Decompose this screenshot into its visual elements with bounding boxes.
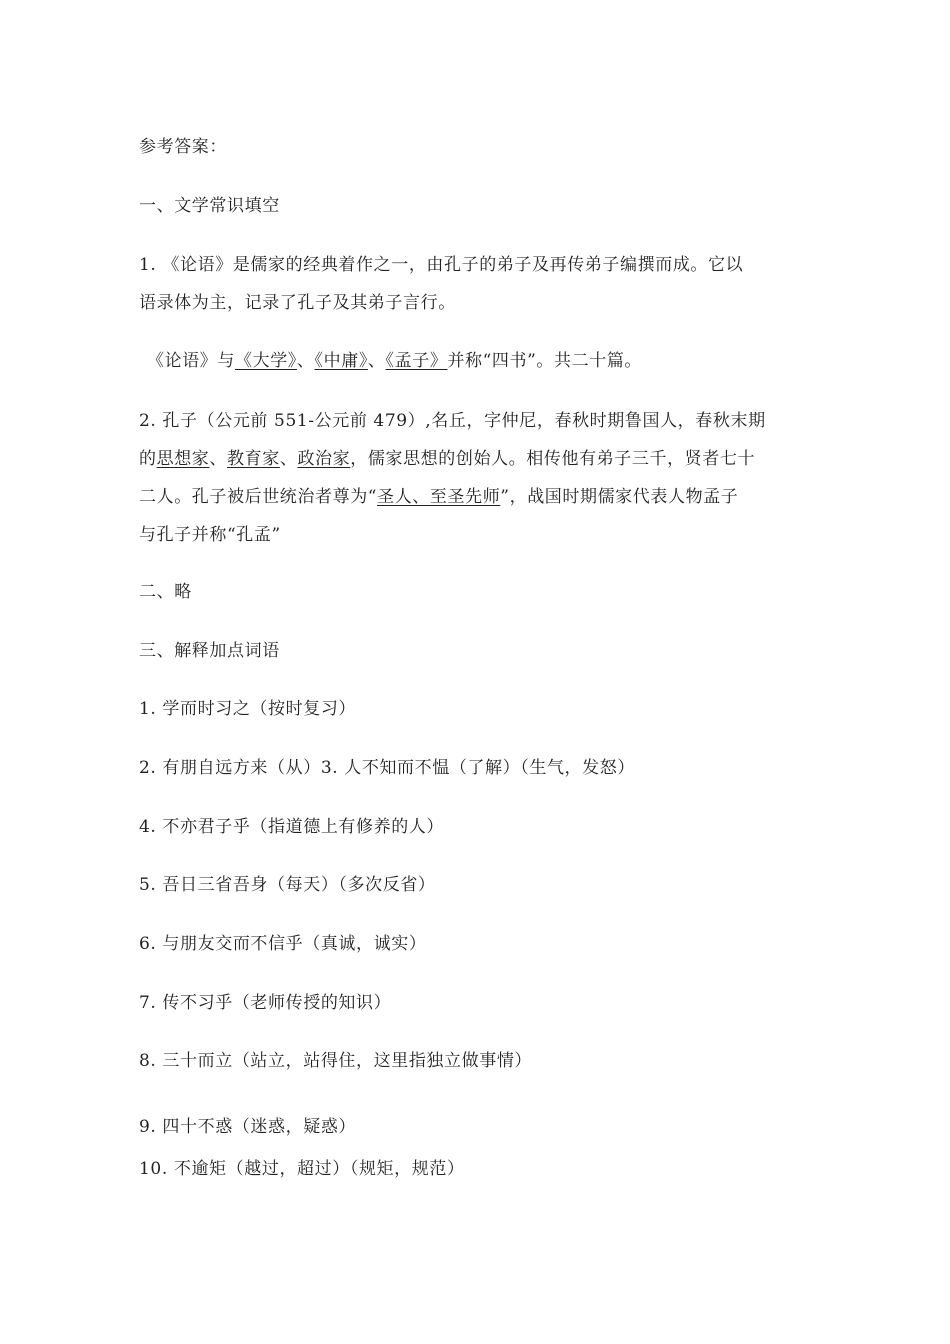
item-2-line-2 [139, 448, 755, 470]
explanation-item: 1. 学而时习之（按时复习） [139, 699, 357, 719]
role-politician: 政治家 [297, 449, 351, 469]
explanation-item: 9. 四十不惑（迷惑，疑惑） [139, 1117, 357, 1137]
item-1-line-1: 1. 《论语》是儒家的经典着作之一，由孔子的弟子及再传弟子编撰而成。它以 [139, 255, 744, 275]
text-fragment: ”，战国时期儒家代表人物孟子 [500, 487, 739, 507]
explanation-item: 7. 传不习乎（老师传授的知识） [139, 993, 392, 1013]
item-2-line-3 [139, 486, 738, 508]
separator: 、 [209, 449, 228, 469]
explanation-item: 10. 不逾矩（越过，超过）（规矩，规范） [139, 1159, 465, 1179]
role-thinker: 思想家 [156, 449, 210, 469]
text-fragment: 的 [139, 449, 157, 469]
text-fragment: 二人。孔子被后世统治者尊为“ [139, 487, 378, 507]
explanation-item: 8. 三十而立（站立，站得住，这里指独立做事情） [139, 1051, 533, 1071]
explanation-item: 4. 不亦君子乎（指道德上有修养的人） [139, 817, 445, 837]
separator: 、 [296, 351, 315, 371]
text-fragment: ，儒家思想的创始人。相传他有弟子三千，贤者七十 [350, 449, 756, 469]
explanation-item: 2. 有朋自远方来（从）3. 人不知而不愠（了解）（生气，发怒） [139, 758, 635, 778]
book-zhongyong: 《中庸》 [314, 351, 368, 371]
honorific-title: 圣人、至圣先师 [377, 487, 501, 507]
section-1-title: 一、文学常识填空 [139, 196, 280, 216]
section-3-title: 三、解释加点词语 [139, 641, 280, 661]
item-2-line-1: 2. 孔子（公元前 551-公元前 479）,名丘，字仲尼，春秋时期鲁国人，春秋末期 [139, 411, 766, 431]
explanation-item: 6. 与朋友交而不信乎（真诚，诚实） [139, 934, 427, 954]
role-educator: 教育家 [227, 449, 280, 469]
item-1-line-2: 语录体为主，记录了孔子及其弟子言行。 [139, 293, 456, 313]
separator: 、 [367, 351, 386, 371]
explanation-item: 5. 吾日三省吾身（每天）（多次反省） [139, 875, 436, 895]
separator: 、 [279, 449, 298, 469]
section-2-title: 二、略 [139, 582, 192, 602]
item-1-line-3 [147, 350, 642, 372]
book-mengzi: 《孟子》 [385, 351, 448, 371]
four-books-suffix: 并称“四书”。共二十篇。 [447, 351, 643, 371]
book-daxue: 《大学》 [235, 351, 297, 371]
item-2-line-4: 与孔子并称“孔孟” [139, 525, 281, 545]
four-books-prefix: 《论语》与 [147, 351, 235, 371]
answer-heading: 参考答案： [139, 137, 227, 157]
